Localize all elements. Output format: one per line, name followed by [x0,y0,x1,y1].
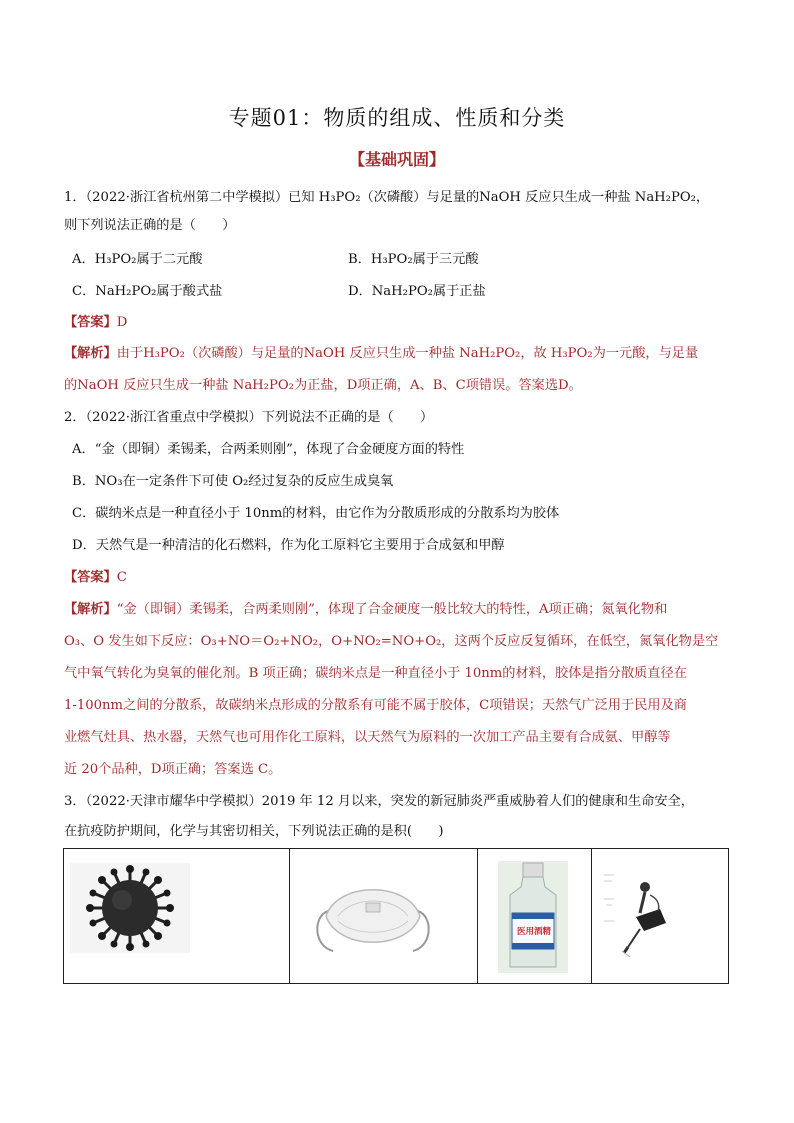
analysis-tag: 【解析】 [64,602,117,617]
alcohol-bottle-image [498,861,568,973]
q2-option-d: D．天然气是一种清洁的化石燃料，作为化工原料它主要用于合成氨和甲醇 [72,538,505,553]
q1-analysis-line1 [64,344,732,364]
q3-stem-line1: 3．（2022·天津市耀华中学模拟）2019 年 12 月以来，突发的新冠肺炎严重威胁着人们的健康和生命安全， [64,794,694,809]
q1-option-b: B．H₃PO₂属于三元酸 [348,252,479,267]
q2-option-c: C．碳纳米点是一种直径小于 10nm的材料，由它作为分散质形成的分散系均为胶体 [72,506,560,521]
bottle-label-text: 医用酒精 [516,927,551,937]
page-title: 专题01：物质的组成、性质和分类 [228,106,566,130]
q1-analysis-line2: 的NaOH 反应只生成一种盐 NaH₂PO₂为正盐，D项正确，A、B、C项错误。答案选D。 [64,378,582,393]
image-table [63,848,729,984]
q2-analysis-line5: 业燃气灶具、热水器，天然气也可用作化工原料，以天然气为原料的一次加工产品主要有合成氨、甲醇等 [64,730,671,745]
q2-analysis-line1 [64,600,732,620]
answer-value: D [116,315,128,330]
q2-analysis-line6: 近 20个品种，D项正确；答案选 C。 [64,762,282,777]
analysis-text: “金（即铜）柔锡柔，合两柔则刚”，体现了合金硬度一般比较大的特性，A项正确；氮氧化物和 [116,602,668,617]
analysis-tag: 【解析】 [64,346,117,361]
section-heading: 【基础巩固】 [348,150,445,169]
image-cell-alcohol-bottle [478,849,592,983]
q1-option-c: C．NaH₂PO₂属于酸式盐 [72,284,223,299]
virus-image [70,863,190,953]
answer-tag: 【答案】 [64,570,117,585]
image-cell-mask [290,849,478,983]
answer-tag: 【答案】 [64,315,117,330]
analysis-text: 由于H₃PO₂（次磷酸）与足量的NaOH 反应只生成一种盐 NaH₂PO₂，故 H₃PO₂为一元酸，与足量 [116,346,699,361]
q2-answer [64,568,732,588]
sprayer-image [600,865,690,965]
image-cell-virus [64,849,290,983]
q1-stem-line2: 则下列说法正确的是（ ） [64,218,236,233]
image-cell-sprayer [592,849,728,983]
q1-answer [64,313,732,333]
q1-option-a: A．H₃PO₂属于二元酸 [72,252,203,267]
q2-analysis-line2: O₃、O 发生如下反应：O₃+NO＝O₂+NO₂，O+NO₂=NO+O₂，这两个反应反复循环，在低空，氮氧化物是空 [64,634,719,649]
q2-option-a: A．“金（即铜）柔锡柔，合两柔则刚”，体现了合金硬度方面的特性 [72,442,465,457]
q2-option-b: B．NO₃在一定条件下可使 O₂经过复杂的反应生成臭氧 [72,474,394,489]
q2-stem: 2．（2022·浙江省重点中学模拟）下列说法不正确的是（ ） [64,410,434,425]
q2-analysis-line3: 气中氧气转化为臭氧的催化剂。B 项正确；碳纳米点是一种直径小于 10nm的材料，胶体是指分散质直径在 [64,666,687,681]
q2-analysis-line4: 1-100nm之间的分散系，故碳纳米点形成的分散系有可能不属于胶体，C项错误；天然气广泛用于民用及商 [64,698,687,713]
answer-value: C [116,570,127,585]
q3-stem-line2: 在抗疫防护期间，化学与其密切相关，下列说法正确的是积( ) [64,824,444,839]
q1-option-d: D．NaH₂PO₂属于正盐 [348,284,486,299]
mask-image [308,871,438,961]
q1-stem-line1: 1．（2022·浙江省杭州第二中学模拟）已知 H₃PO₂（次磷酸）与足量的NaOH 反应只生成一种盐 NaH₂PO₂， [64,190,710,205]
